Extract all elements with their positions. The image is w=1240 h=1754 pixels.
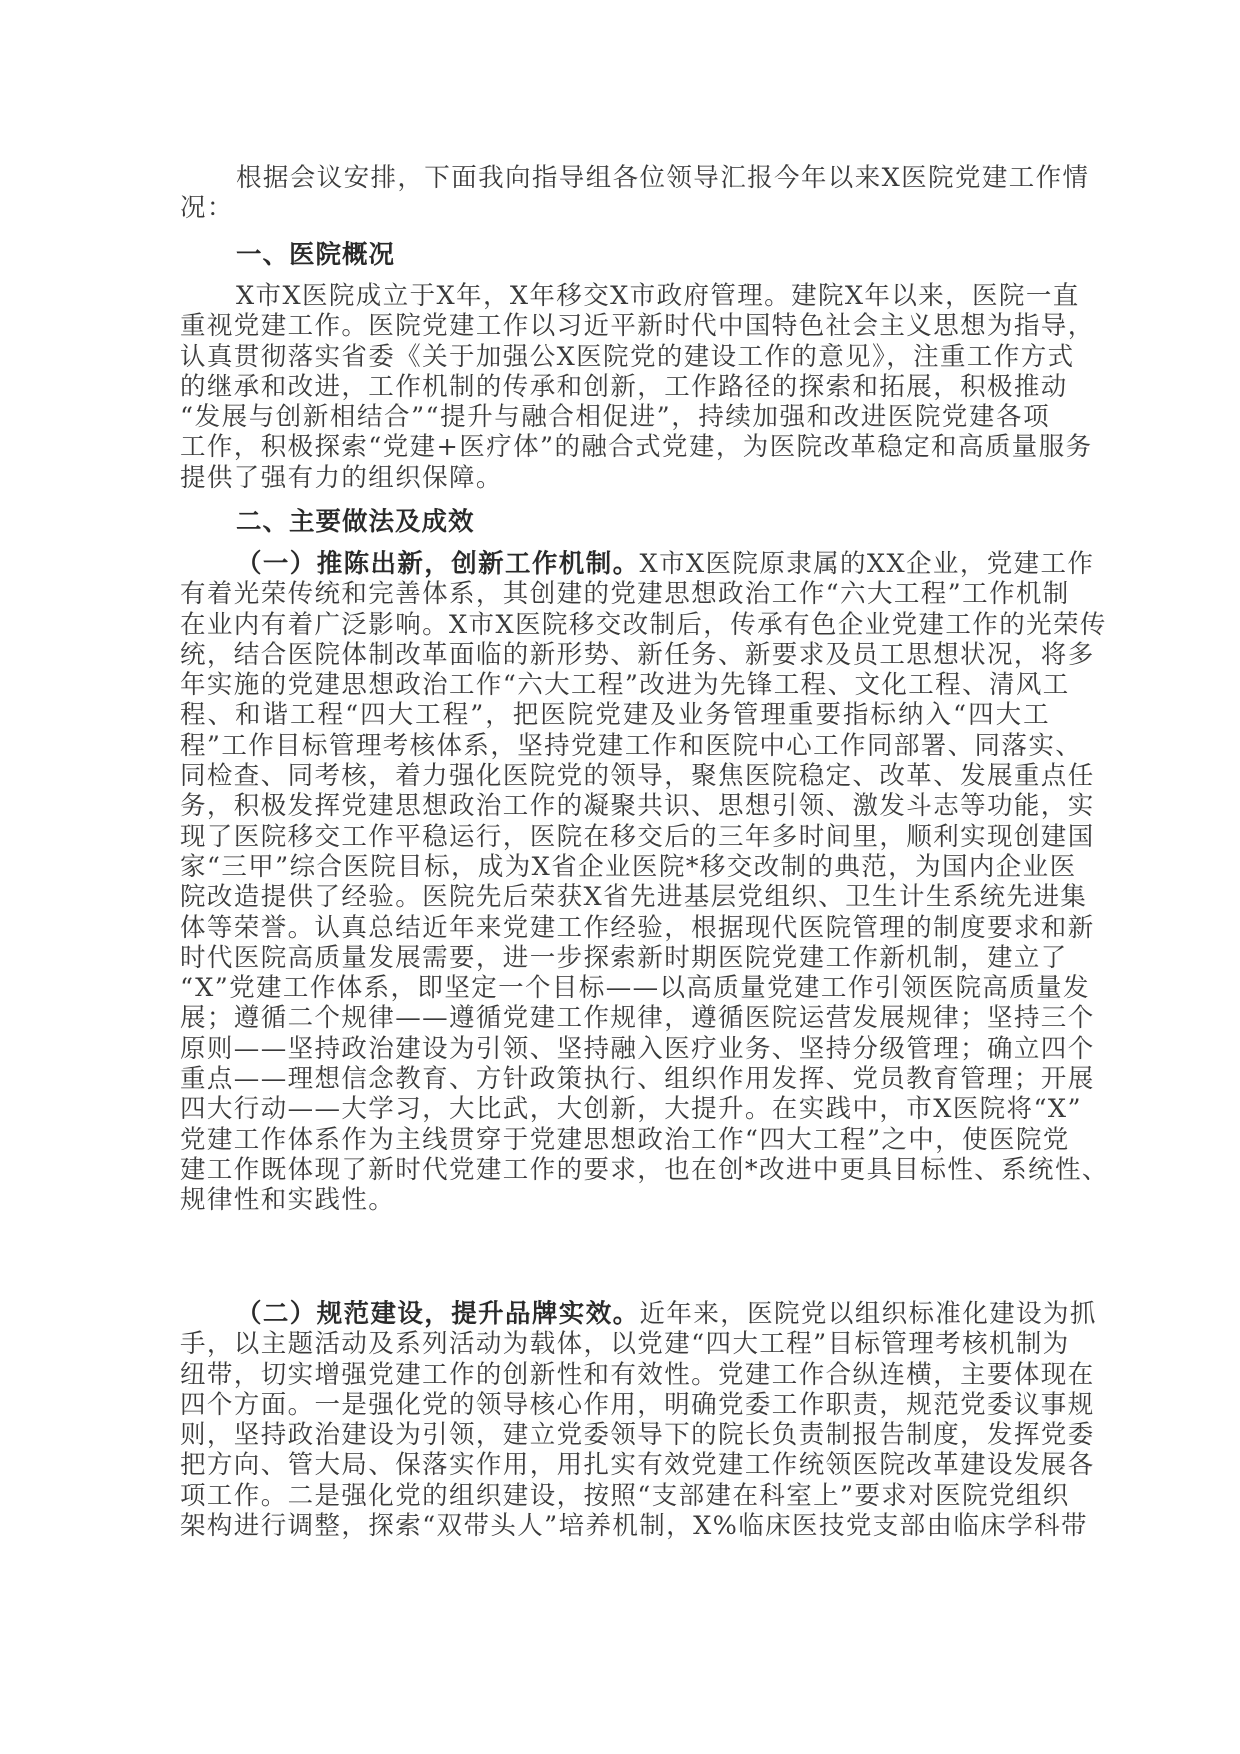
text-line: 现了医院移交工作平稳运行，医院在移交后的三年多时间里，顺利实现创建国 (180, 821, 1095, 852)
text-line: 有着光荣传统和完善体系，其创建的党建思想政治工作“六大工程”工作机制 (180, 579, 1070, 610)
text-line: 四大行动——大学习，大比武，大创新，大提升。在实践中，市X医院将“X” (180, 1094, 1082, 1125)
text-line: 则，坚持政治建设为引领，建立党委领导下的院长负责制报告制度，发挥党委 (180, 1420, 1095, 1451)
text-line: 时代医院高质量发展需要，进一步探索新时期医院党建工作新机制，建立了 (180, 942, 1068, 973)
text-line: 原则——坚持政治建设为引领、坚持融入医疗业务、坚持分级管理；确立四个 (180, 1033, 1095, 1064)
text-line: 体等荣誉。认真总结近年来党建工作经验，根据现代医院管理的制度要求和新 (180, 912, 1095, 943)
text-line: 手，以主题活动及系列活动为载体，以党建“四大工程”目标管理考核机制为 (180, 1329, 1070, 1360)
text-line: 务，积极发挥党建思想政治工作的凝聚共识、思想引领、激发斗志等功能，实 (180, 791, 1095, 822)
section-heading-practices: 二、主要做法及成效 (236, 507, 475, 537)
overview-paragraph (180, 281, 1095, 493)
subsection-2-lead: （二）规范建设，提升品牌实效。 (236, 1299, 640, 1329)
text-line: 的继承和改进，工作机制的传承和创新，工作路径的探索和拓展，积极推动 (180, 371, 1068, 402)
text-line (180, 549, 1095, 579)
text-line: 架构进行调整，探索“双带头人”培养机制，X%临床医技党支部由临床学科带 (180, 1511, 1088, 1542)
subsection-1-lead: （一）推陈出新，创新工作机制。 (236, 549, 640, 579)
text-line: 根据会议安排，下面我向指导组各位领导汇报今年以来X医院党建工作情 (236, 163, 1090, 193)
text-line: X市X医院成立于X年，X年移交X市政府管理。建院X年以来，医院一直 (236, 281, 1080, 311)
text-line (180, 1299, 1097, 1329)
text-line: 四个方面。一是强化党的领导核心作用，明确党委工作职责，规范党委议事规 (180, 1389, 1095, 1420)
text-line: 年实施的党建思想政治工作“六大工程”改进为先锋工程、文化工程、清风工 (180, 670, 1070, 701)
subsection-2-paragraph (180, 1299, 1097, 1542)
text-line: 展；遵循二个规律——遵循党建工作规律，遵循医院运营发展规律；坚持三个 (180, 1003, 1095, 1034)
text-line: 建工作既体现了新时代党建工作的要求，也在创*改进中更具目标性、系统性、 (180, 1154, 1109, 1185)
text-run: 近年来，医院党以组织标准化建设为抓 (639, 1299, 1097, 1329)
text-line: 院改造提供了经验。医院先后荣获X省先进基层党组织、卫生计生系统先进集 (180, 882, 1088, 913)
subsection-1-paragraph (180, 549, 1109, 1216)
text-line: 认真贯彻落实省委《关于加强公X医院党的建设工作的意见》，注重工作方式 (180, 341, 1075, 372)
text-line: 在业内有着广泛影响。X市X医院移交改制后，传承有色企业党建工作的光荣传 (180, 609, 1107, 640)
text-line: 况： (180, 193, 234, 224)
section-heading-overview: 一、医院概况 (236, 240, 396, 270)
text-line: 党建工作体系作为主线贯穿于党建思想政治工作“四大工程”之中，使医院党 (180, 1124, 1070, 1155)
intro-paragraph (180, 163, 1090, 224)
text-line: 把方向、管大局、保落实作用，用扎实有效党建工作统领医院改革建设发展各 (180, 1450, 1095, 1481)
text-line: 规律性和实践性。 (180, 1185, 396, 1216)
text-line: 同检查、同考核，着力强化医院党的领导，聚焦医院稳定、改革、发展重点任 (180, 761, 1095, 792)
text-line: 工作，积极探索“党建+医疗体”的融合式党建，为医院改革稳定和高质量服务 (180, 432, 1093, 463)
text-line: 项工作。二是强化党的组织建设，按照“支部建在科室上”要求对医院党组织 (180, 1480, 1070, 1511)
text-run: X市X医院原隶属的XX企业，党建工作 (639, 549, 1095, 579)
text-line: 家“三甲”综合医院目标，成为X省企业医院*移交改制的典范，为国内企业医 (180, 851, 1077, 882)
text-line: 统，结合医院体制改革面临的新形势、新任务、新要求及员工思想状况，将多 (180, 639, 1095, 670)
text-line: 提供了强有力的组织保障。 (180, 462, 503, 493)
text-line: 重点——理想信念教育、方针政策执行、组织作用发挥、党员教育管理；开展 (180, 1064, 1095, 1095)
text-line: 纽带，切实增强党建工作的创新性和有效性。党建工作合纵连横，主要体现在 (180, 1359, 1095, 1390)
text-line: “X”党建工作体系，即坚定一个目标——以高质量党建工作引领医院高质量发 (180, 973, 1090, 1004)
text-line: 重视党建工作。医院党建工作以习近平新时代中国特色社会主义思想为指导， (180, 311, 1095, 342)
text-line: 程、和谐工程“四大工程”，把医院党建及业务管理重要指标纳入“四大工 (180, 700, 1050, 731)
text-line: 程”工作目标管理考核体系，坚持党建工作和医院中心工作同部署、同落实、 (180, 730, 1083, 761)
text-line: “发展与创新相结合”“提升与融合相促进”，持续加强和改进医院党建各项 (180, 402, 1050, 433)
